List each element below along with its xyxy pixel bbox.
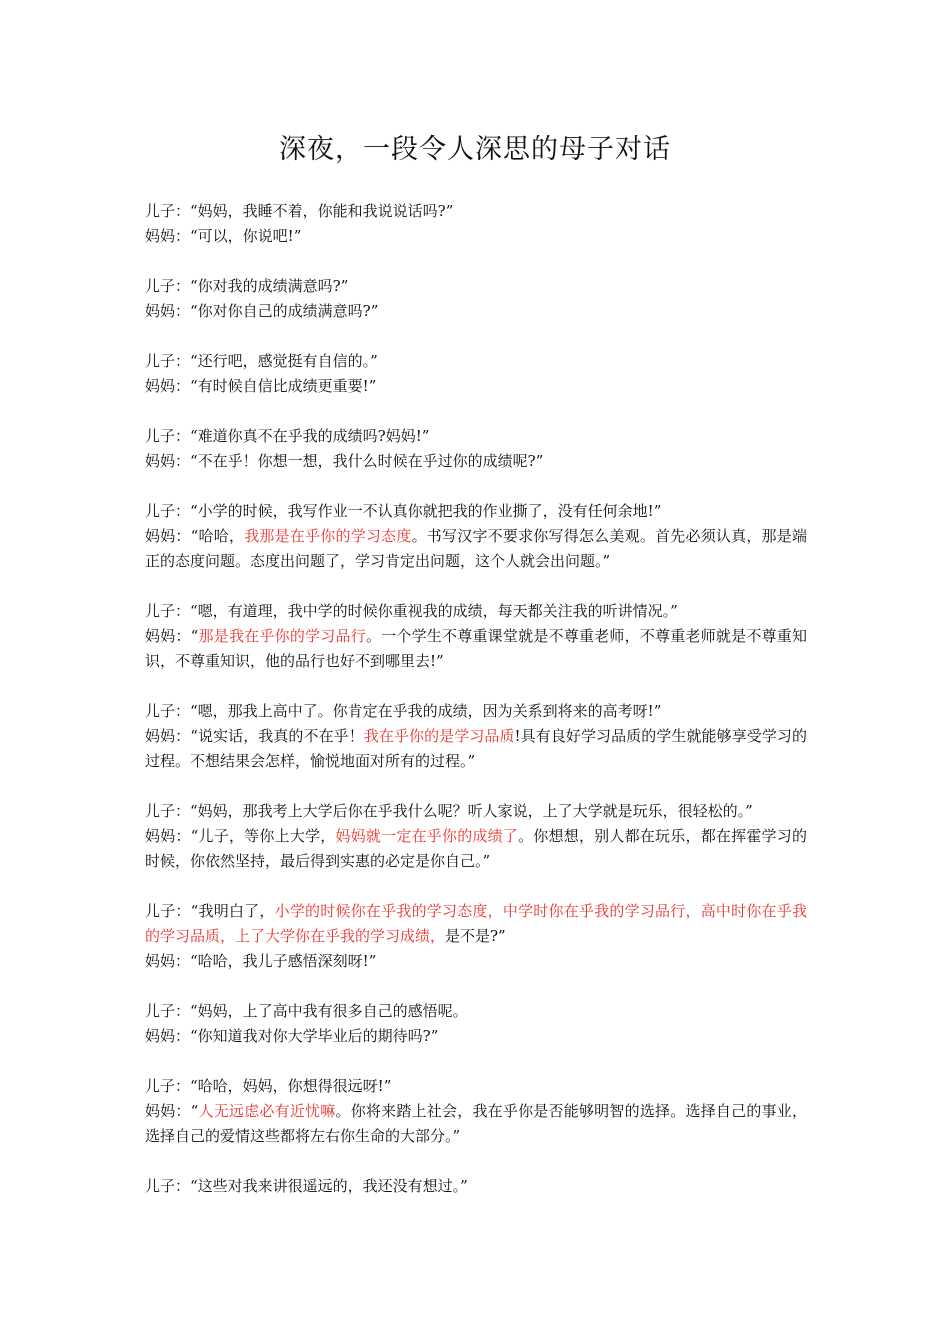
dialogue-line: [145, 274, 807, 299]
dialogue-line: [145, 1099, 807, 1149]
paragraph-gap: [145, 474, 807, 499]
dialogue-text: 儿子：“妈妈，那我考上大学后你在乎我什么呢？听人家说，上了大学就是玩乐，很轻松的。”: [145, 802, 753, 820]
dialogue-text: 儿子：“嗯，有道理，我中学的时候你重视我的成绩，每天都关注我的听讲情况。”: [145, 602, 678, 620]
dialogue-line: [145, 199, 807, 224]
page-title: 深夜，一段令人深思的母子对话: [279, 134, 671, 165]
dialogue-text: 儿子：“妈妈，上了高中我有很多自己的感悟呢。: [145, 1002, 468, 1020]
paragraph-gap: [145, 399, 807, 424]
paragraph-gap: [145, 774, 807, 799]
paragraph-gap: [145, 874, 807, 899]
dialogue-text: 。你想想，别人都在玩乐，都在挥霍学习的时候，你依然坚持，最后得到实惠的必定是你自己。”: [145, 827, 807, 870]
dialogue-text: 妈妈：“可以，你说吧!”: [145, 227, 302, 245]
dialogue-text: 儿子：“这些对我来讲很遥远的，我还没有想过。”: [145, 1177, 468, 1195]
dialogue-line: [145, 449, 807, 474]
dialogue-text: 。你将来踏上社会，我在乎你是否能够明智的选择。选择自己的事业，选择自己的爱情这些都将左右你生命的大部分。”: [145, 1102, 807, 1145]
paragraph-gap: [145, 1149, 807, 1174]
highlighted-text: 人无远虑必有近忧嘛: [198, 1102, 336, 1120]
dialogue-text: 妈妈：“不在乎！你想一想，我什么时候在乎过你的成绩呢?”: [145, 452, 544, 470]
paragraph-gap: [145, 974, 807, 999]
dialogue-line: [145, 799, 807, 824]
dialogue-line: [145, 424, 807, 449]
dialogue-text: 妈妈：“你知道我对你大学毕业后的期待吗?”: [145, 1027, 439, 1045]
dialogue-line: [145, 299, 807, 324]
dialogue-line: [145, 374, 807, 399]
dialogue-text: 是不是?”: [445, 927, 506, 945]
highlighted-text: 妈妈就一定在乎你的成绩了: [335, 827, 519, 845]
dialogue-text: 儿子：“小学的时候，我写作业一不认真你就把我的作业撕了，没有任何余地!”: [145, 502, 662, 520]
dialogue-text: 儿子：“哈哈，妈妈，你想得很远呀!”: [145, 1077, 392, 1095]
dialogue-line: [145, 1074, 807, 1099]
dialogue-text: 妈妈：“你对你自己的成绩满意吗?”: [145, 302, 379, 320]
dialogue-line: [145, 949, 807, 974]
dialogue-text: 儿子：“你对我的成绩满意吗?”: [145, 277, 349, 295]
dialogue-text: 妈妈：“: [145, 1102, 199, 1120]
dialogue-text: 儿子：“还行吧，感觉挺有自信的。”: [145, 352, 378, 370]
highlighted-text: 那是我在乎你的学习品行: [198, 627, 366, 645]
dialogue-text: 妈妈：“说实话，我真的不在乎！: [145, 727, 364, 745]
paragraph-gap: [145, 324, 807, 349]
dialogue-line: [145, 624, 807, 674]
paragraph-gap: [145, 249, 807, 274]
paragraph-gap: [145, 574, 807, 599]
dialogue-line: [145, 699, 807, 724]
dialogue-text: 妈妈：“哈哈，我儿子感悟深刻呀!”: [145, 952, 377, 970]
dialogue-text: 。一个学生不尊重课堂就是不尊重老师，不尊重老师就是不尊重知识，不尊重知识，他的品行也好不到哪里去!”: [145, 627, 807, 670]
dialogue-text: 妈妈：“: [145, 627, 199, 645]
dialogue-line: [145, 349, 807, 374]
dialogue-text: 。书写汉字不要求你写得怎么美观。首先必须认真，那是端正的态度问题。态度出问题了，学习肯定出问题，这个人就会出问题。”: [145, 527, 807, 570]
dialogue-line: [145, 499, 807, 524]
dialogue-text: 妈妈：“哈哈，: [145, 527, 245, 545]
dialogue-line: [145, 724, 807, 774]
dialogue-line: [145, 824, 807, 874]
dialogue-text: 妈妈：“儿子，等你上大学，: [145, 827, 336, 845]
dialogue-text: 妈妈：“有时候自信比成绩更重要!”: [145, 377, 377, 395]
paragraph-gap: [145, 1049, 807, 1074]
dialogue-line: [145, 999, 807, 1024]
dialogue-body: [145, 199, 807, 1199]
dialogue-line: [145, 899, 807, 949]
dialogue-line: [145, 599, 807, 624]
dialogue-text: 儿子：“我明白了，: [145, 902, 275, 920]
dialogue-line: [145, 1024, 807, 1049]
highlighted-text: 我那是在乎你的学习态度: [244, 527, 412, 545]
dialogue-text: 儿子：“嗯，那我上高中了。你肯定在乎我的成绩，因为关系到将来的高考呀!”: [145, 702, 662, 720]
dialogue-text: 儿子：“难道你真不在乎我的成绩吗?妈妈!”: [145, 427, 430, 445]
dialogue-text: 儿子：“妈妈，我睡不着，你能和我说说话吗?”: [145, 202, 454, 220]
dialogue-line: [145, 524, 807, 574]
dialogue-line: [145, 224, 807, 249]
paragraph-gap: [145, 674, 807, 699]
dialogue-text: !具有良好学习品质的学生就能够享受学习的过程。不想结果会怎样，愉悦地面对所有的过程。”: [145, 727, 807, 770]
highlighted-text: 小学的时候你在乎我的学习态度，中学时你在乎我的学习品行，高中时你在乎我的学习品质，上了大学你在乎我的学习成绩，: [145, 902, 807, 945]
highlighted-text: 我在乎你的是学习品质: [363, 727, 515, 745]
dialogue-line: [145, 1174, 807, 1199]
